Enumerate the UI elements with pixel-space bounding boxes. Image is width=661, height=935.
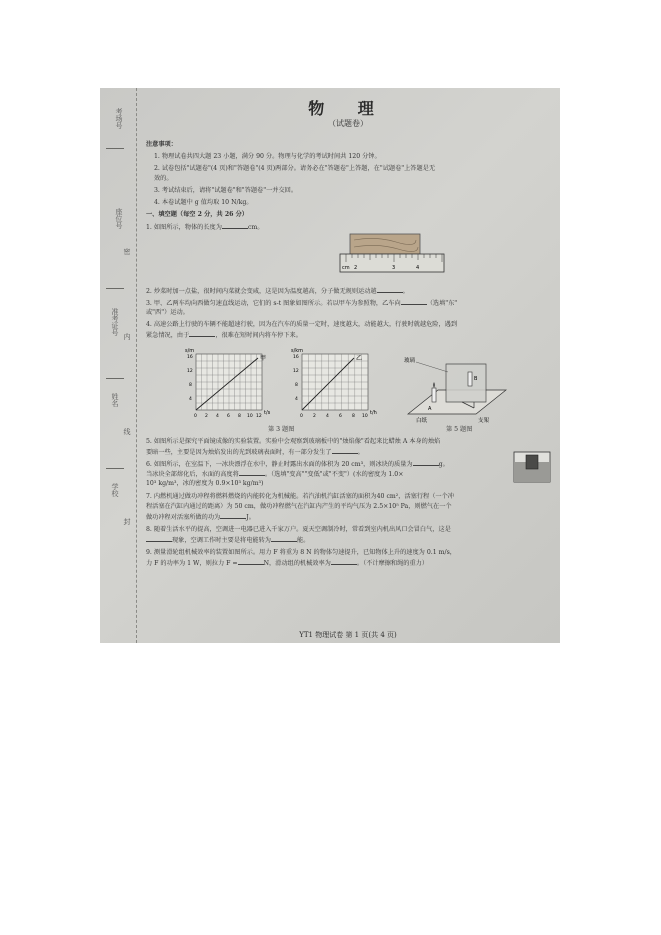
svg-text:8: 8	[352, 414, 355, 419]
glass-label: 玻璃	[404, 358, 416, 364]
margin-label-seat: 座位号	[115, 208, 123, 229]
margin-label-exam-room: 考场号	[115, 108, 123, 129]
candle-b	[468, 372, 472, 386]
svg-text:10: 10	[247, 414, 253, 419]
question-6-cont: 当冰块全部熔化后，水面的高度将 。（选填"变高""变低"或"不变"）(水的密度为 1.0×	[146, 471, 404, 478]
svg-text:8: 8	[238, 414, 241, 419]
exam-content	[140, 88, 556, 643]
svg-text:6: 6	[339, 414, 342, 419]
question-8-cont: 现象，空调工作时主要是将电能转为 能。	[146, 535, 309, 545]
ice-in-water-figure	[512, 450, 552, 484]
question-5-cont: 要暗一些，主要是因为烛焰发出的光到玻璃表面时，有一部分发生了 。	[146, 449, 364, 456]
margin-label-school: 学校	[111, 483, 119, 497]
margin-mark-seal2: 封	[123, 518, 131, 525]
note-2-cont: 效的。	[154, 175, 173, 182]
svg-text:4: 4	[295, 397, 298, 402]
jia-xlabel: t/s	[264, 410, 271, 416]
question-4-cont: 紧急情况，由于 ，很难在短时间内将车停下来。	[146, 332, 302, 339]
question-3-cont: 或"西"）运动。	[146, 309, 189, 316]
jia-name: 甲	[260, 355, 267, 362]
stand-label: 支架	[478, 418, 490, 424]
svg-text:12: 12	[293, 369, 299, 374]
wooden-block	[350, 234, 420, 254]
question-5: 5. 如图所示是探究平面镜成像的实验装置。实验中会观察到玻璃板中的"烛焰像"看起来比蜡烛 A 本身的烛焰	[146, 438, 441, 445]
mirror-experiment-figure	[402, 350, 510, 428]
ruler-tick-2: 2	[354, 265, 358, 271]
note-2: 2. 试卷包括"试题卷"(4 页)和"答题卷"(4 页)两部分。请务必在"答题卷"上答题，在"试题卷"上答题是无	[154, 165, 436, 172]
question-9: 9. 测量滑轮组机械效率的装置如图所示。用力 F 将重为 8 N 的物体匀速提升，已知物体上升的速度为 0.1 m/s，	[146, 549, 456, 556]
ruler-figure	[336, 230, 448, 286]
svg-text:12: 12	[256, 414, 262, 419]
question-6-cont2: 10³ kg/m³，冰的密度为 0.9×10³ kg/m³)	[146, 480, 264, 487]
margin-label-ticket: 准考证号	[111, 308, 119, 336]
question-4: 4. 高速公路上行驶的车辆不能超速行驶，因为在汽车的质量一定时，速度越大，动能越大，行驶时就越危险，遇到	[146, 321, 458, 328]
question-7: 7. 内燃机通过做功冲程将燃料燃烧的内能转化为机械能。若汽油机汽缸活塞的面积为40 cm²，活塞行程（一个冲	[146, 493, 454, 500]
section-1-heading: 一、填空题（每空 2 分，共 26 分）	[146, 211, 248, 218]
yi-name: 乙	[356, 355, 363, 362]
scanned-paper-photo	[100, 88, 560, 643]
graph-yi	[290, 344, 388, 424]
candle-a	[432, 388, 436, 402]
question-3: 3. 甲、乙两车均向西做匀速直线运动，它们的 s-t 图象如图所示。若以甲车为参照物，乙车向 （选填"东"	[146, 300, 458, 307]
yi-xlabel: t/h	[370, 410, 377, 416]
svg-text:10: 10	[362, 414, 368, 419]
question-2: 2. 炒菜时加一点盐，很时间内菜就会变咸，这是因为温度越高，分子做无规则运动越 。	[146, 288, 409, 295]
glass-plate	[446, 364, 486, 402]
svg-text:16: 16	[187, 355, 193, 360]
yi-ylabel: s/km	[291, 348, 304, 354]
note-4: 4. 本卷试题中 g 值均取 10 N/kg。	[154, 199, 253, 206]
question-8: 8. 随着生活水平的提高，空调进一电器已进入千家万户。夏天空调制冷时，常看到室内机出风口会冒白气，这是	[146, 526, 451, 533]
svg-text:6: 6	[227, 414, 230, 419]
svg-text:4: 4	[326, 414, 329, 419]
margin-mark-inner: 内	[123, 333, 131, 340]
figure-3-caption: 第 3 题图	[268, 426, 295, 433]
svg-text:12: 12	[187, 369, 193, 374]
ruler-tick-3: 3	[392, 265, 396, 271]
svg-text:2: 2	[313, 414, 316, 419]
figure-5-caption: 第 5 题图	[446, 426, 473, 433]
question-7-cont: 程活塞在汽缸内通过的距离）为 50 cm，做功冲程燃气在汽缸内产生的平均气压为 2.5×10⁵ Pa，则燃气在一个	[146, 503, 452, 510]
q1-blank	[222, 222, 248, 229]
page-title: 物 理	[308, 99, 388, 118]
candle-b-label: B	[474, 376, 478, 382]
svg-text:2: 2	[205, 414, 208, 419]
note-3: 3. 考试结束后，请将"试题卷"和"答题卷"一并交回。	[154, 187, 298, 194]
question-1: 1. 如图所示，物体的长度为 cm。	[146, 224, 264, 231]
notes-heading: 注意事项：	[146, 141, 177, 148]
page-subtitle: （试题卷）	[328, 119, 368, 128]
question-9-cont: 力 F 的功率为 1 W，则拉力 F = N，滑动组的机械效率为 。（不计摩擦和绳的重力）	[146, 560, 429, 567]
ruler-unit: cm	[342, 265, 350, 271]
jia-ylabel: s/m	[185, 348, 195, 354]
question-6: 6. 如图所示，在室温下，一冰块漂浮在水中，静止时露出水面的体积为 20 cm³，则冰块的质量为 g。	[146, 461, 449, 468]
note-1: 1. 物理试卷共四大题 23 小题，满分 90 分。物理与化学的考试时间共 120 分钟。	[154, 153, 381, 160]
svg-text:4: 4	[216, 414, 219, 419]
ruler-tick-4: 4	[416, 265, 420, 271]
graph-jia	[184, 344, 282, 424]
svg-text:16: 16	[293, 355, 299, 360]
svg-text:8: 8	[295, 383, 298, 388]
margin-label-name: 姓名	[111, 393, 119, 407]
candle-a-label: A	[428, 406, 432, 412]
binding-margin	[100, 88, 137, 643]
paper-label: 白纸	[416, 418, 428, 424]
question-7-cont2: 做功冲程对活塞所做的功为 J。	[146, 514, 255, 521]
svg-text:4: 4	[189, 397, 192, 402]
margin-mark-line: 线	[123, 428, 131, 435]
ice-block	[526, 455, 538, 469]
svg-text:0: 0	[300, 414, 303, 419]
page-footer: YT1 物理试卷 第 1 页(共 4 页)	[299, 631, 397, 639]
svg-text:8: 8	[189, 383, 192, 388]
svg-text:0: 0	[194, 414, 197, 419]
margin-mark-seal: 密	[123, 248, 131, 255]
